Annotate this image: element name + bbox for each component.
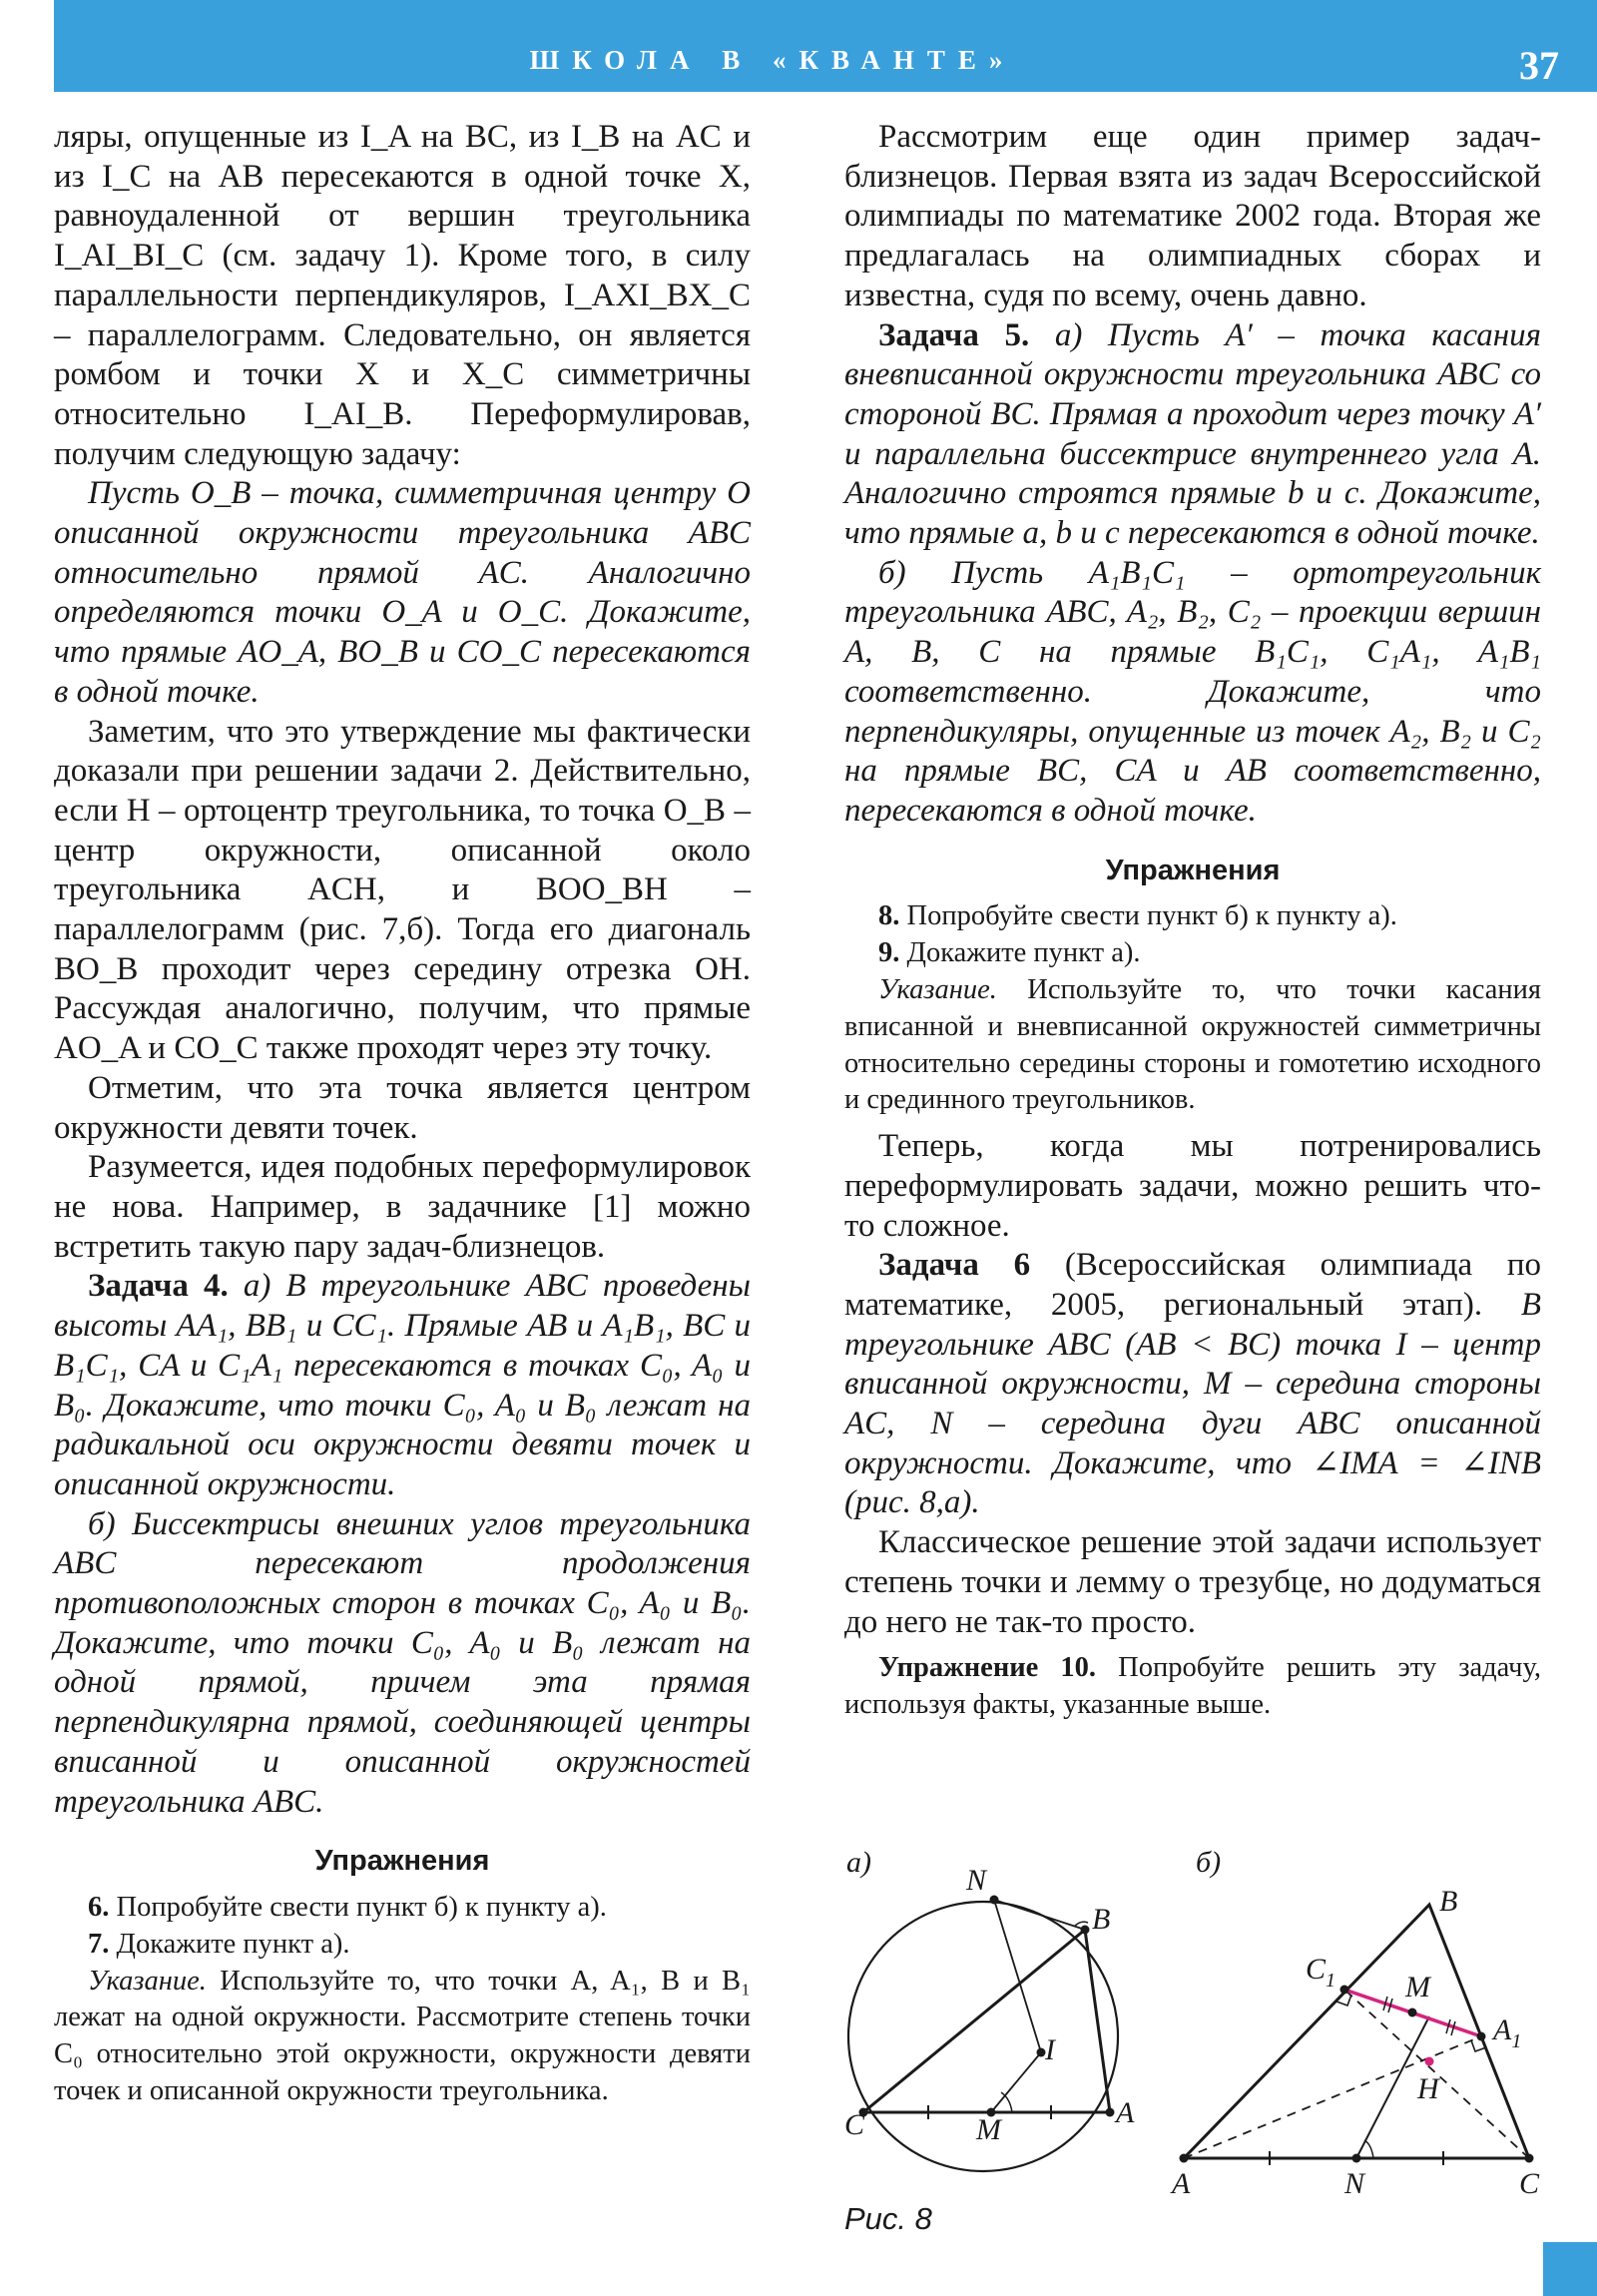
point-n [1352, 2154, 1361, 2163]
figure-a-label: а) [846, 1846, 871, 1879]
label-m: M [1405, 1971, 1430, 2004]
exercise-6 [54, 1890, 751, 1927]
angle-mark-n [1364, 2140, 1373, 2158]
side-ba [1085, 1930, 1110, 2112]
label-b: B [1439, 1885, 1458, 1918]
exercise-7 [54, 1927, 751, 1964]
side-cb [863, 1930, 1085, 2112]
section-title: ШКОЛА В «КВАНТЕ» [529, 45, 1016, 75]
label-h: H [1417, 2072, 1439, 2105]
paragraph: Разумеется, идея подобных переформулировок не нова. Например, в задачнике [1] можно встретить такую пару задач-близнецов. [54, 1149, 751, 1265]
hint-label: Указание. [88, 1965, 207, 1997]
exercises-heading: Упражнения [314, 1845, 490, 1878]
point-a [1106, 2108, 1115, 2117]
paragraph: Заметим, что это утверждение мы фактически доказали при решении задачи 2. Действительно, если H – ортоцентр треугольника, то точка O_B – центр окружности, описанной около треугольника ACH, и BOO_BH – параллелограмм (рис. 7,б). Тогда его диагональ BO_B проходит через середину отрезка OH. Рассуждая аналогично, получим, что прямые AO_A и CO_C также проходят через эту точку. [54, 713, 751, 1067]
label-a1-sub: 1 [1511, 2030, 1522, 2052]
task-text: а) В треугольнике ABC проведены высоты AA₁, BB₁ и CC₁. Прямые AB и A₁B₁, BC и B₁C₁, CA и C₁A₁ пересекаются в точках C₀, A₀ и B₀. Докажите, что точки C₀, A₀ и B₀ лежат на радикальной оси окружности девяти точек и описанной окружности. [54, 1268, 752, 1502]
task-label: Задача 6 [878, 1247, 1031, 1284]
exercise-10 [844, 1650, 1541, 1724]
task-4b: б) Биссектрисы внешних углов треугольника ABC пересекают продолжения противоположных сторон в точках C₀, A₀ и B₀. Докажите, что точки C₀, A₀ и B₀ лежат на одной прямой, причем эта прямая перпендикулярна прямой, соединяющей центры вписанной и описанной окружностей треугольника ABC. [54, 1505, 751, 1820]
task-5 [844, 316, 1541, 554]
label-n: N [1344, 2167, 1365, 2200]
label-c: C [844, 2108, 865, 2141]
exercise-number: 6. [88, 1891, 110, 1923]
figure-8 [838, 1827, 1557, 2246]
segment-mi [991, 2052, 1041, 2112]
label-a: A [1172, 2167, 1191, 2200]
hint-label: Указание. [878, 973, 997, 1005]
segment-nb [994, 1900, 1085, 1930]
paragraph: Отметим, что эта точка является центром окружности девяти точек. [54, 1069, 751, 1146]
label-c1-sub: 1 [1326, 1970, 1336, 1992]
label-m: M [976, 2113, 1001, 2146]
task-source: (Всероссийская олимпиада по математике, 2005, региональный этап). [844, 1247, 1541, 1323]
exercise-text: Попробуйте свести пункт б) к пункту а). [116, 1891, 607, 1923]
exercise-number: 7. [88, 1928, 110, 1960]
label-a1-letter: A [1493, 2013, 1512, 2046]
hint-text: Используйте то, что точки A, A₁, B и B₁ лежат на одной окружности. Рассмотрите степень точки C₀ относительно этой окружности, окружности девяти точек и описанной окружности треугольника. [54, 1965, 752, 2106]
task-4 [54, 1267, 751, 1504]
point-a1 [1477, 2032, 1486, 2041]
task-6 [844, 1246, 1541, 1523]
point-a [1180, 2154, 1189, 2163]
figure-caption: Рис. 8 [844, 2201, 932, 2236]
page-header [54, 0, 1597, 92]
paragraph: Теперь, когда мы потренировались переформулировать задачи, можно решить что-то сложное. [844, 1128, 1541, 1244]
paragraph: Рассмотрим еще один пример задач-близнецов. Первая взята из задач Всероссийской олимпиады по математике 2002 года. Вторая же предлагалась на олимпиадных сборах и известна, судя по всему, очень давно. [844, 119, 1541, 313]
task-label: Задача 4. [88, 1268, 229, 1305]
triangle-abc [1184, 1905, 1529, 2158]
point-m [1408, 2009, 1417, 2017]
point-h [1425, 2057, 1434, 2066]
problem-statement: Пусть O_B – точка, симметричная центру O описанной окружности треугольника ABC относительно прямой AC. Аналогично определяются точки O_A и O_C. Докажите, что прямые AO_A, BO_B и CO_C пересекаются в одной точке. [54, 475, 751, 710]
paragraph: ляры, опущенные из I_A на BC, из I_B на AC и из I_C на AB пересекаются в одной точке X, равноудаленной от вершин треугольника I_AI_BI_C (см. задачу 1). Кроме того, в силу параллельности перпендикуляров, I_AXI_BX_C – параллелограмм. Следовательно, он является ромбом и точки X и X_C симметричны относительно I_AI_B. Переформулировав, получим следующую задачу: [54, 119, 751, 472]
label-c: C [1519, 2167, 1540, 2200]
exercise-text: Докажите пункт а). [906, 937, 1141, 969]
task-label: Задача 5. [878, 316, 1030, 353]
label-a: A [1116, 2096, 1135, 2129]
label-a1 [1491, 2013, 1521, 2052]
exercise-text: Попробуйте свести пункт б) к пункту а). [906, 900, 1397, 932]
hint-text: Используйте то, что точки касания вписанной и вневписанной окружностей симметричны относительно середины стороны и гомотетию исходного и срединного треугольников. [844, 973, 1542, 1116]
point-c [1525, 2154, 1534, 2163]
left-column [54, 118, 751, 2110]
task-text: а) Пусть A′ – точка касания вневписанной окружности треугольника ABC со стороной BC. Прямая a проходит через точку A′ и параллельна биссектрисе внутреннего угла A. Аналогично строятся прямые b и c. Докажите, что прямые a, b и c пересекаются в одной точке. [844, 316, 1541, 552]
label-i: I [1045, 2033, 1055, 2066]
exercise-label: Упражнение 10. [878, 1652, 1097, 1684]
point-n [990, 1896, 999, 1905]
hint [844, 972, 1541, 1119]
task-5b: б) Пусть A₁B₁C₁ – ортотреугольник треугольника ABC, A₂, B₂, C₂ – проекции вершин A, B, C на прямые B₁C₁, C₁A₁, A₁B₁ соответственно. Докажите, что перпендикуляры, опущенные из точек A₂, B₂ и C₂ на прямые BC, CA и AB соответственно, пересекаются в одной точке. [844, 554, 1541, 829]
label-c1-letter: C [1306, 1953, 1327, 1986]
corner-decoration [1543, 2242, 1597, 2296]
exercise-9 [844, 935, 1541, 972]
point-b [1081, 1926, 1090, 1935]
label-n: N [966, 1864, 987, 1897]
label-b: B [1092, 1903, 1111, 1936]
exercise-text: Докажите пункт а). [116, 1928, 350, 1960]
page-number: 37 [1519, 43, 1559, 88]
point-c1 [1340, 1986, 1349, 1995]
exercise-text: Попробуйте решить эту задачу, используя факты, указанные выше. [844, 1652, 1541, 1721]
exercise-number: 8. [878, 900, 900, 932]
label-c1 [1306, 1953, 1335, 1992]
segment-ni [994, 1900, 1041, 2052]
task-text: В треугольнике ABC (AB < BC) точка I – центр вписанной окружности, M – середина стороны AC, N – середина дуги ABC описанной окружности. Докажите, что ∠IMA = ∠INB (рис. 8,а). [844, 1286, 1541, 1521]
paragraph: Классическое решение этой задачи использует степень точки и лемму о трезубце, но додуматься до него не так-то просто. [844, 1524, 1541, 1640]
exercise-number: 9. [878, 937, 900, 969]
exercises-heading: Упражнения [1105, 854, 1281, 886]
hint [54, 1964, 751, 2110]
figure-b-label: б) [1196, 1846, 1222, 1879]
angle-mark-m [1001, 2092, 1012, 2112]
exercise-8 [844, 898, 1541, 935]
right-column [844, 118, 1541, 1724]
